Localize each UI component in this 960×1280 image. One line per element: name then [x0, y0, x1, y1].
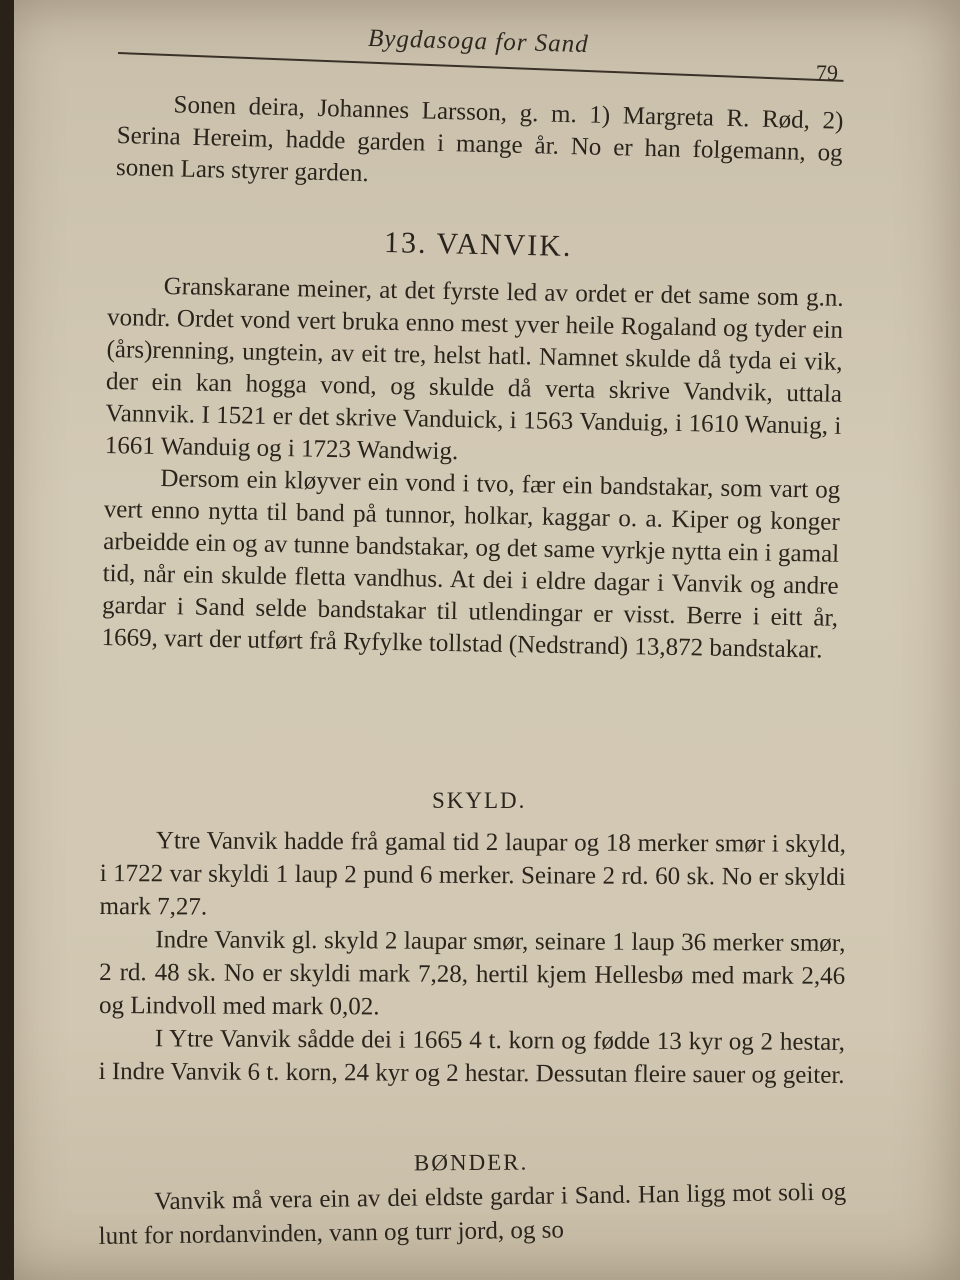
skyld-section-body [99, 824, 846, 1092]
skyld-paragraph-3: I Ytre Vanvik sådde dei i 1665 4 t. korn og fødde 13 kyr og 2 hestar, i Indre Vanvik 6 t. korn, 24 kyr og 2 hestar. Dessutan fleire sauer og geiter. [98, 1025, 845, 1089]
page-edge-shadow [0, 0, 14, 1280]
vanvik-paragraph-1: Granskarane meiner, at det fyrste led av ordet er det same som g.n. vondr. Ordet vond vert bruka enno mest yver heile Rogaland og tyder ein (års)renning, ungtein, av eit tre, helst hatl. Namnet skulde då tyda ei vik, der ein kan hogga vond, og skulde då verta skrive Vandvik, uttala Vannvik. I 1521 er det skrive Vanduick, i 1563 Vanduig, i 1610 Wanuig, i 1661 Wanduig og i 1723 Wandwig. [104, 272, 844, 466]
intro-paragraph-block [116, 88, 844, 202]
bonder-heading: BØNDER. [413, 1149, 529, 1176]
skyld-paragraph-1: Ytre Vanvik hadde frå gamal tid 2 laupar og 18 merker smør i skyld, i 1722 var skyldi 1 laup 2 pund 6 merker. Seinare 2 rd. 60 sk. No er skyldi mark 7,27. [99, 827, 846, 921]
intro-paragraph: Sonen deira, Johannes Larsson, g. m. 1) Margreta R. Rød, 2) Serina Hereim, hadde garden i mange år. No er han folgemann, og sonen Lars styrer garden. [115, 91, 844, 188]
skyld-paragraph-2: Indre Vanvik gl. skyld 2 laupar smør, seinare 1 laup 36 merker smør, 2 rd. 48 sk. No er skyldi mark 7,28, hertil kjem Hellesbø med mark 2,46 og Lindvoll med mark 0,02. [98, 926, 846, 1021]
page-number: 79 [816, 60, 838, 85]
vanvik-paragraph-2: Dersom ein kløyver ein vond i tvo, fær ein bandstakar, som vart og vert enno nytta til band på tunnor, holkar, kaggar o. a. Kiper og konger arbeidde ein og av tunne bandstakar, og det same vyrkje nytta ein i gamal tid, når ein skulde fletta vandhus. At dei i eldre dagar i Vanvik og andre gardar i Sand selde bandstakar til utlendingar er visst. Berre i eitt år, 1669, vart der utført frå Ryfylke tollstad (Nedstrand) 13,872 bandstakar. [101, 464, 841, 664]
bonder-paragraph: Vanvik må vera ein av dei eldste gardar i Sand. Han ligg mot soli og lunt for nordanvinden, vann og turr jord, og so [98, 1178, 847, 1250]
bonder-section-body [98, 1176, 847, 1254]
running-head: Bygdasoga for Sand [367, 24, 590, 59]
vanvik-section-body [101, 270, 844, 667]
header-rule [118, 52, 844, 82]
skyld-heading: SKYLD. [432, 788, 527, 813]
section-title: 13. VANVIK. [383, 226, 573, 263]
